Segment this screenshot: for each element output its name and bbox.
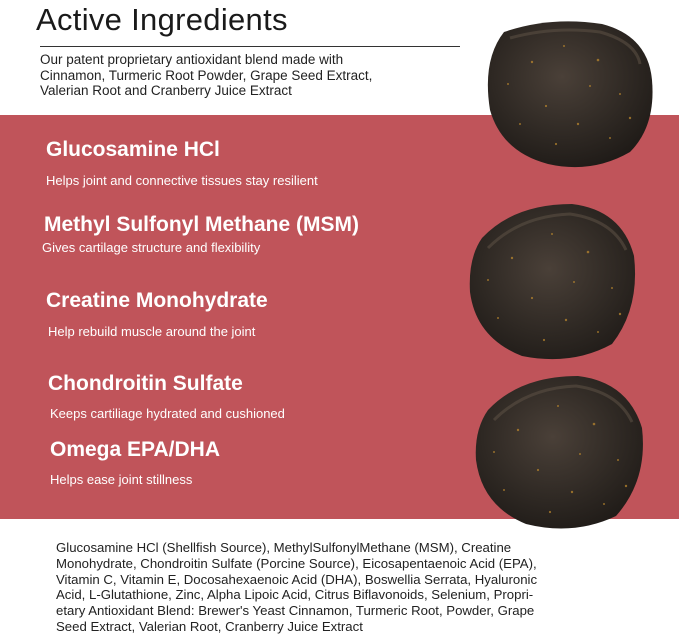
ingredient-desc: Helps joint and connective tissues stay resilient [46,173,318,188]
list-line: Vitamin C, Vitamin E, Docosahexaenoic Acid (DHA), Boswellia Serrata, Hyaluronic [56,571,538,587]
ingredient-item [50,437,220,488]
blend-line: Valerian Root and Cranberry Juice Extract [40,83,292,98]
soft-chew-image [470,368,650,536]
list-line: etary Antioxidant Blend: Brewer's Yeast Cinnamon, Turmeric Root, Powder, Grape [56,603,535,619]
ingredient-name: Creatine Monohydrate [46,289,268,312]
page-title: Active Ingredients [36,2,288,37]
ingredient-desc: Help rebuild muscle around the joint [48,324,256,339]
full-ingredient-list [56,540,624,635]
title-divider [40,46,460,47]
ingredient-name: Glucosamine HCl [46,138,220,161]
list-line: Glucosamine HCl (Shellfish Source), MethylSulfonylMethane (MSM), Creatine [56,540,512,555]
blend-line: Our patent proprietary antioxidant blend made with [40,52,344,67]
list-line: Acid, L-Glutathione, Zinc, Alpha Lipoic Acid, Citrus Biflavonoids, Selenium, Propri- [56,587,534,603]
ingredient-name: Methyl Sulfonyl Methane (MSM) [44,213,359,236]
ingredient-item [48,371,285,422]
blend-line: Cinnamon, Turmeric Root Powder, Grape Seed Extract, [40,67,373,83]
ingredient-item [46,137,318,189]
ingredient-desc: Helps ease joint stillness [50,472,193,487]
ingredient-name: Omega EPA/DHA [50,438,220,461]
list-line: Seed Extract, Valerian Root, Cranberry Juice Extract [56,618,363,634]
ingredient-name: Chondroitin Sulfate [48,372,243,395]
list-line: Monohydrate, Chondroitin Sulfate (Porcine Source), Eicosapentaenoic Acid (EPA), [56,555,537,571]
soft-chew-image [462,198,642,366]
ingredient-desc: Keeps cartiliage hydrated and cushioned [50,406,285,421]
ingredient-item [44,212,359,256]
soft-chew-image [480,14,660,174]
ingredient-item [46,288,268,340]
ingredient-desc: Gives cartilage structure and flexibility [42,240,261,255]
blend-description [40,52,480,99]
